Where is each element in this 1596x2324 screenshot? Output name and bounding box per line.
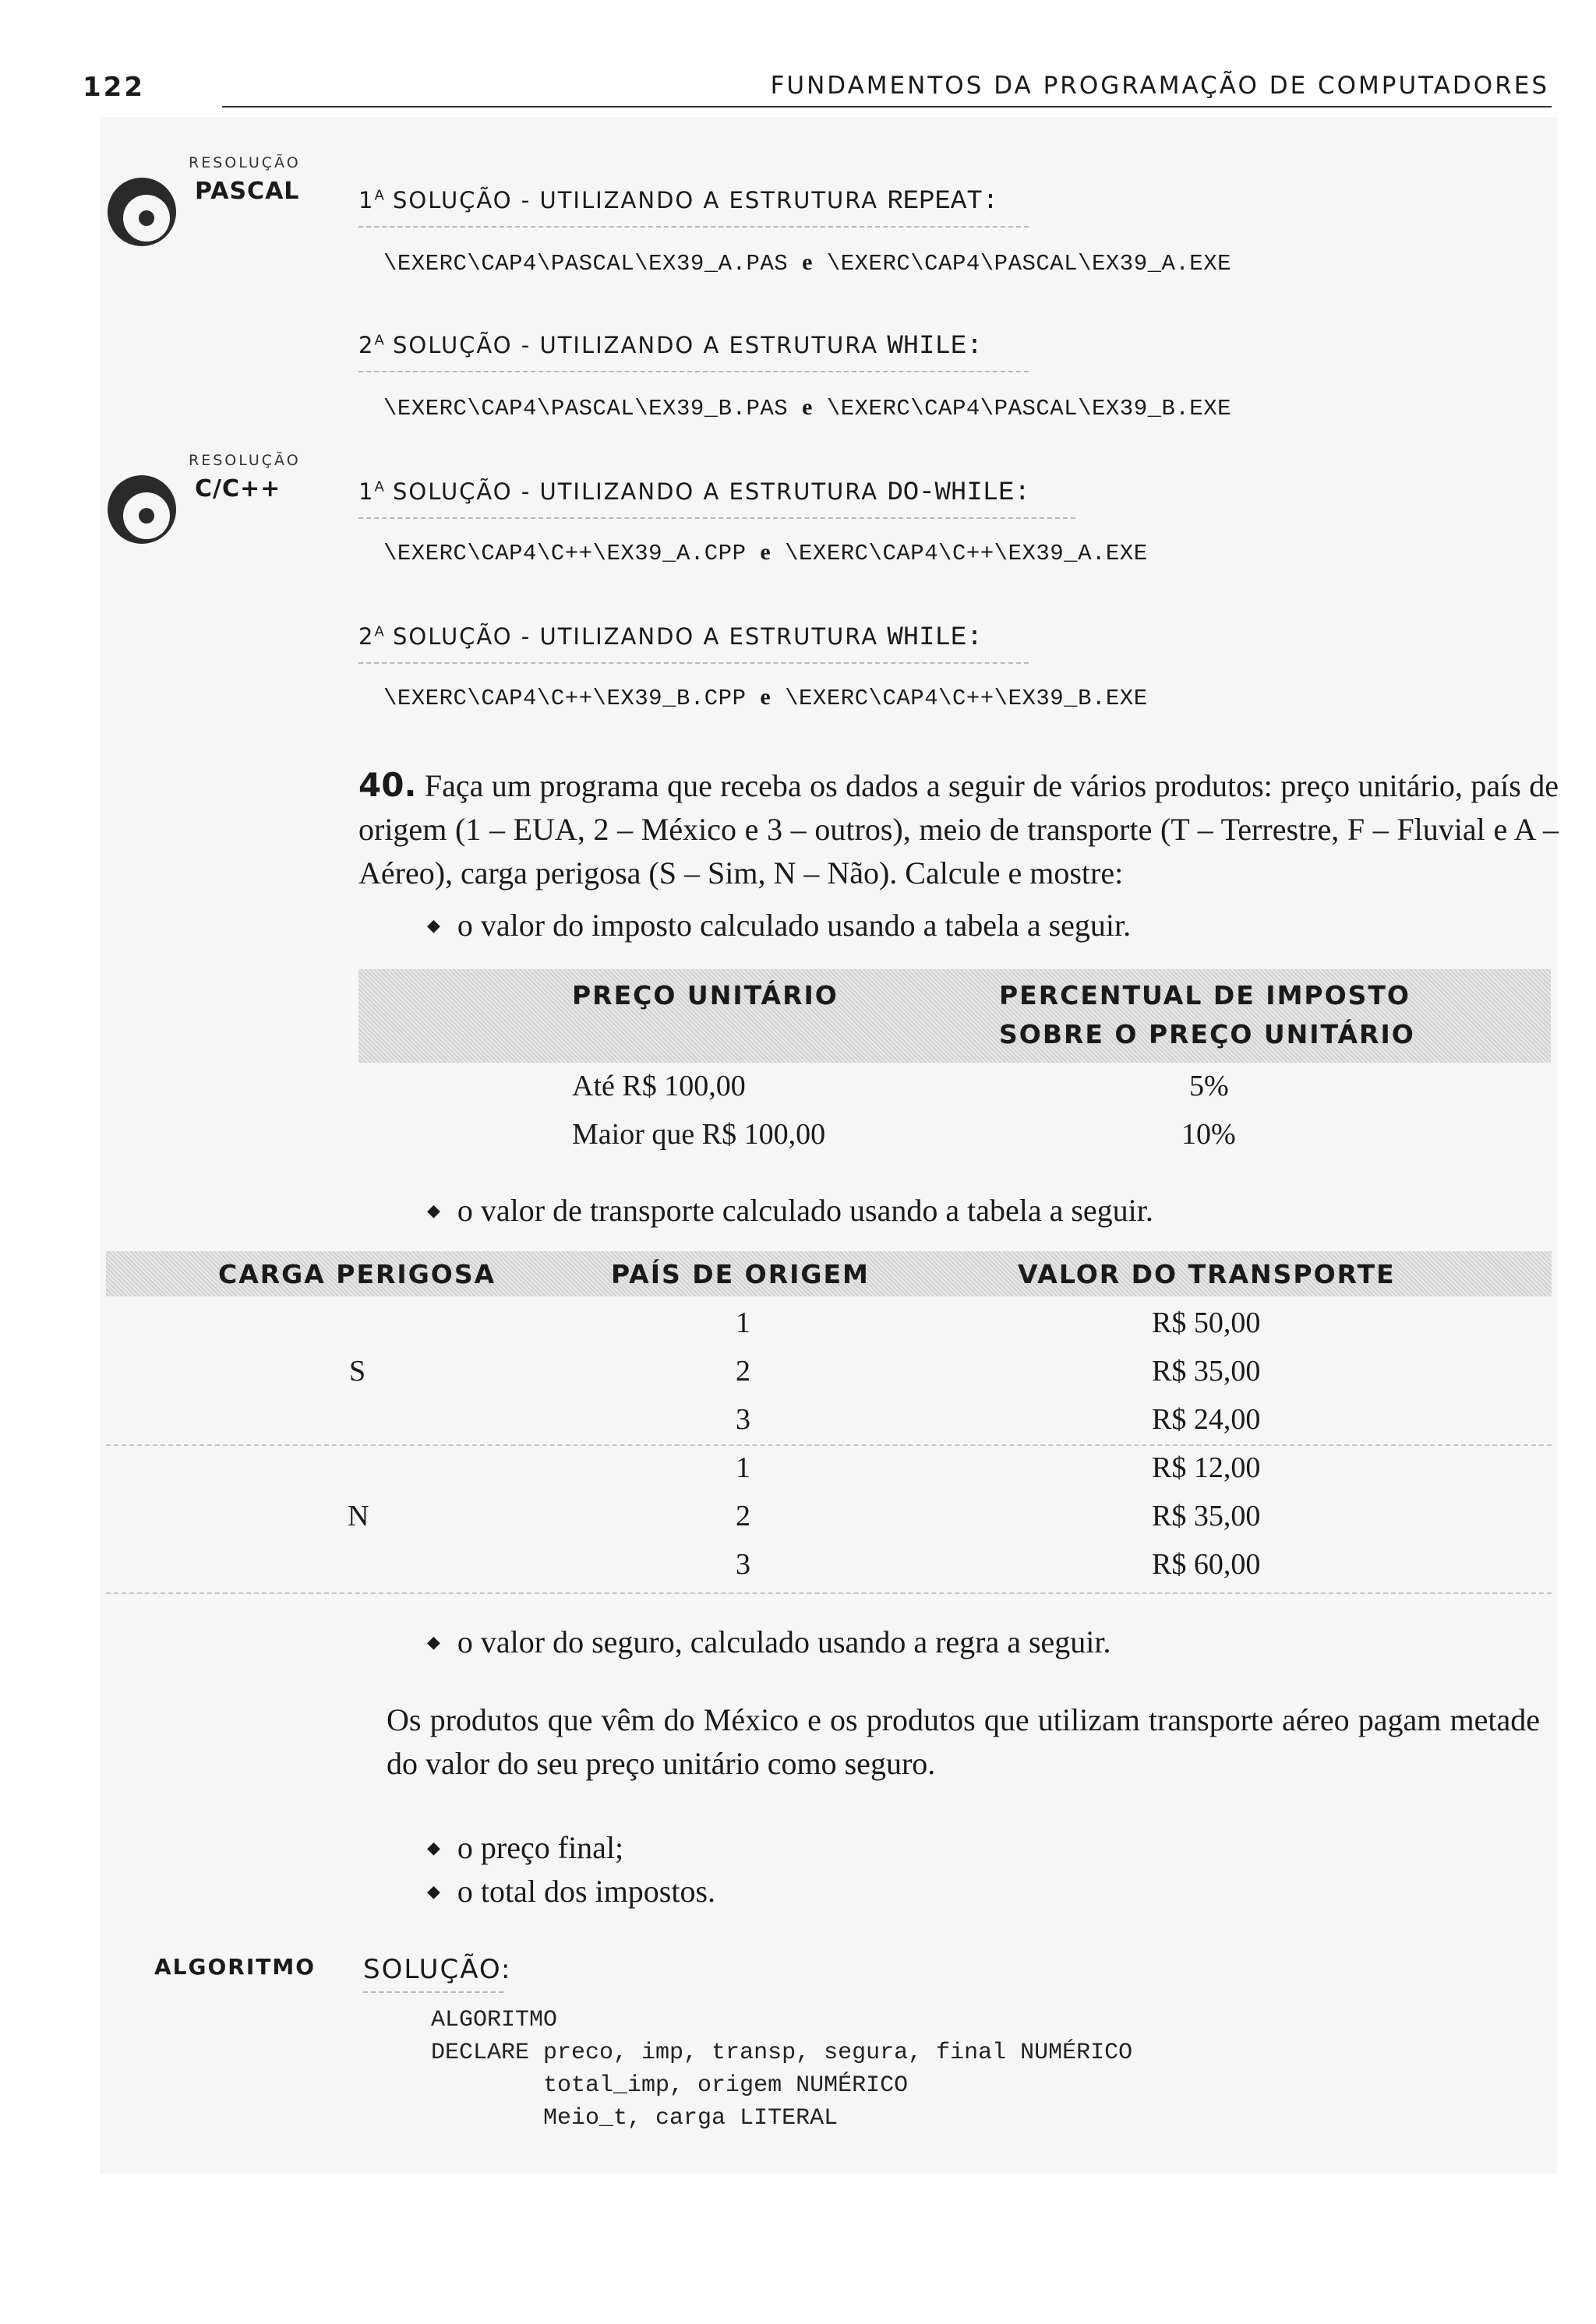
pais-cell: 2	[736, 1355, 750, 1388]
file-path-line: \EXERC\CAP4\C++\EX39_B.CPP e \EXERC\CAP4\C++\EX39_B.EXE	[383, 684, 1148, 711]
pais-cell: 1	[736, 1307, 750, 1339]
valor-cell: R$ 24,00	[1152, 1403, 1261, 1436]
pais-cell: 1	[736, 1451, 750, 1484]
running-title: FUNDAMENTOS DA PROGRAMAÇÃO DE COMPUTADORES	[770, 72, 1549, 100]
tax-pct-cell: 10%	[1181, 1118, 1236, 1151]
disc-icon	[103, 171, 181, 249]
solution-heading: $2^A$ SOLUÇÃO - UTILIZANDO A ESTRUTURA WHILE:	[358, 332, 983, 361]
diamond-bullet-icon: ◆	[427, 1838, 440, 1857]
carga-cell: N	[348, 1500, 369, 1532]
solution-heading: $2^A$ SOLUÇÃO - UTILIZANDO A ESTRUTURA WHILE:	[358, 623, 983, 653]
group-divider	[106, 1444, 1552, 1446]
diamond-bullet-icon: ◆	[427, 915, 440, 935]
badge-label-small: RESOLUÇÃO	[189, 154, 301, 171]
valor-cell: R$ 60,00	[1152, 1548, 1261, 1581]
valor-cell: R$ 50,00	[1152, 1307, 1261, 1339]
header-valor-transporte: VALOR DO TRANSPORTE	[1018, 1259, 1396, 1289]
pais-cell: 3	[736, 1548, 750, 1581]
file-path-line: \EXERC\CAP4\C++\EX39_A.CPP e \EXERC\CAP4\C++\EX39_A.EXE	[383, 539, 1148, 566]
solution-label: SOLUÇÃO:	[363, 1954, 512, 1985]
valor-cell: R$ 35,00	[1152, 1500, 1261, 1532]
pais-cell: 3	[736, 1403, 750, 1436]
table-bottom-rule	[106, 1592, 1552, 1594]
dashed-rule	[358, 662, 1029, 664]
solution-heading: $1^A$ SOLUÇÃO - UTILIZANDO A ESTRUTURA REPEAT:	[358, 187, 999, 217]
solution-heading: $1^A$ SOLUÇÃO - UTILIZANDO A ESTRUTURA DO-WHILE:	[358, 478, 1030, 508]
code-line: total_imp, origem NUMÉRICO	[431, 2072, 909, 2099]
header-pais-origem: PAÍS DE ORIGEM	[611, 1259, 870, 1289]
dashed-rule	[358, 226, 1029, 227]
exercise-text: Faça um programa que receba os dados a seguir de vários produtos: preço unitário, país de origem (1 – EUA, 2 – México e 3 – outros), meio de transporte (T – Terrestre, F – Fluvial e A – Aéreo), carga perigosa (S – Sim, N – Não). Calcule e mostre:	[358, 768, 1559, 890]
code-line: ALGORITMO	[431, 2007, 558, 2033]
badge-label-small: RESOLUÇÃO	[189, 452, 301, 469]
diamond-bullet-icon: ◆	[427, 1632, 440, 1652]
resolution-badge-pascal	[103, 146, 313, 263]
dashed-rule	[363, 1991, 503, 1993]
code-line: DECLARE preco, imp, transp, segura, final NUMÉRICO	[431, 2040, 1133, 2066]
dashed-rule	[358, 517, 1075, 519]
diamond-bullet-icon: ◆	[427, 1881, 440, 1901]
tax-price-cell: Maior que R$ 100,00	[572, 1118, 826, 1151]
page-number: 122	[83, 72, 145, 103]
carga-cell: S	[349, 1355, 366, 1388]
bullet-total-taxes: ◆ o total dos impostos.	[427, 1874, 716, 1909]
dashed-rule	[358, 371, 1029, 372]
header-carga-perigosa: CARGA PERIGOSA	[218, 1259, 496, 1289]
resolution-badge-cpp	[103, 444, 313, 561]
bullet-final-price: ◆ o preço final;	[427, 1830, 624, 1865]
page-background	[100, 117, 1557, 2174]
header-percentual-2: SOBRE O PREÇO UNITÁRIO	[999, 1019, 1415, 1049]
tax-price-cell: Até R$ 100,00	[572, 1070, 746, 1102]
file-path-line: \EXERC\CAP4\PASCAL\EX39_B.PAS e \EXERC\CAP4\PASCAL\EX39_B.EXE	[383, 394, 1232, 421]
badge-label-big: C/C++	[195, 475, 281, 503]
valor-cell: R$ 35,00	[1152, 1355, 1261, 1388]
file-path-line: \EXERC\CAP4\PASCAL\EX39_A.PAS e \EXERC\CAP4\PASCAL\EX39_A.EXE	[383, 249, 1232, 277]
exercise-statement	[358, 763, 1559, 895]
header-preco-unitario: PREÇO UNITÁRIO	[572, 980, 839, 1010]
valor-cell: R$ 12,00	[1152, 1451, 1261, 1484]
code-line: Meio_t, carga LITERAL	[431, 2105, 839, 2132]
algorithm-code	[431, 2004, 1132, 2135]
insurance-rule-paragraph: Os produtos que vêm do México e os produtos que utilizam transporte aéreo pagam metade do valor do seu preço unitário como seguro.	[387, 1702, 1540, 1781]
bullet-insurance: ◆ o valor do seguro, calculado usando a regra a seguir.	[427, 1624, 1111, 1659]
exercise-number: 40.	[358, 766, 417, 804]
diamond-bullet-icon: ◆	[427, 1201, 440, 1220]
badge-label-big: PASCAL	[195, 178, 300, 205]
tax-pct-cell: 5%	[1189, 1070, 1229, 1102]
disc-icon	[103, 469, 181, 547]
header-rule	[222, 106, 1552, 108]
bullet-tax: ◆ o valor do imposto calculado usando a tabela a seguir.	[427, 908, 1132, 943]
algorithm-label: ALGORITMO	[154, 1954, 316, 1980]
pais-cell: 2	[736, 1500, 750, 1532]
bullet-transport: ◆ o valor de transporte calculado usando a tabela a seguir.	[427, 1193, 1153, 1228]
header-percentual: PERCENTUAL DE IMPOSTO	[999, 980, 1411, 1010]
